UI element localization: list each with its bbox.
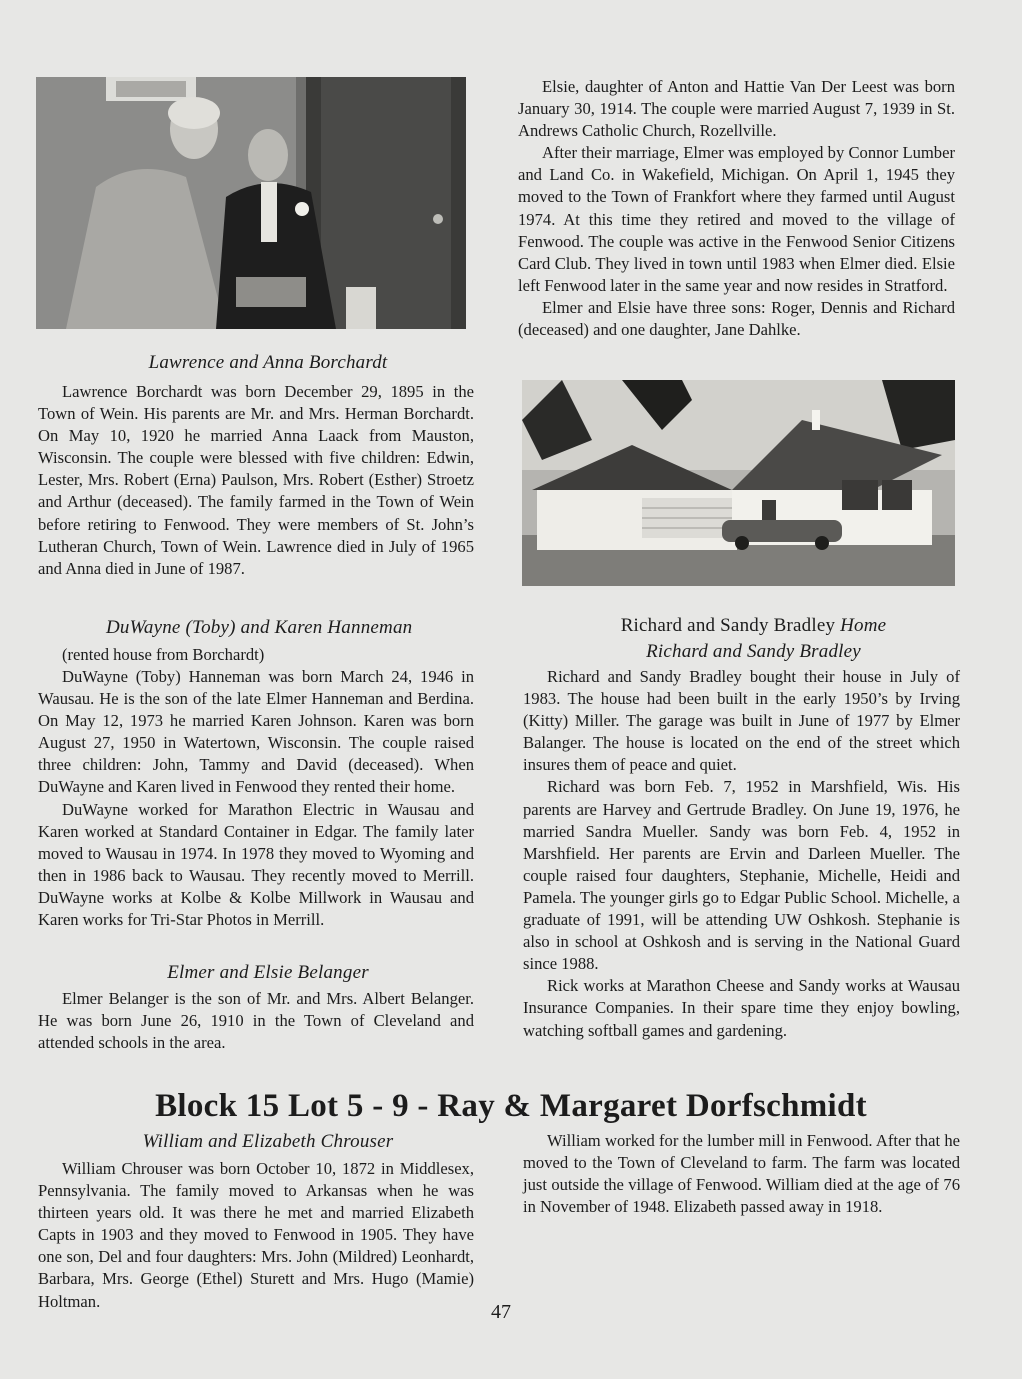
left-column bbox=[38, 352, 474, 1054]
bradley-paragraph-2: Richard was born Feb. 7, 1952 in Marshfield, Wis. His parents are Harvey and Gertrude Bradley. On June 19, 1976, he married Sandra Mueller. Sandy was born Feb. 4, 1952 in Marshfield. Her parents are Ervin and Darleen Mueller. The couple raised four daughters, Stephanie, Michelle, Heidi and Pamela. The younger girls go to Edgar Public School. Michelle, a graduate of 1991, will be attending UW Oshkosh. Stephanie is also in school at Oshkosh and is serving in the National Guard since 1988. bbox=[523, 777, 960, 974]
hanneman-paragraph-1: DuWayne (Toby) Hanneman was born March 24, 1946 in Wausau. He is the son of the late Elmer Hanneman and Berdina. On May 12, 1973 he married Karen Johnson. Karen was born August 27, 1950 in Watertown, Wisconsin. The couple raised three children: John, Tammy and David (deceased). When DuWayne and Karen lived in Fenwood they rented their home. bbox=[38, 666, 474, 797]
right-column-top bbox=[518, 76, 955, 341]
page-number: 47 bbox=[491, 1301, 511, 1323]
belanger-paragraph: Elmer Belanger is the son of Mr. and Mrs. Albert Belanger. He was born June 26, 1910 in the Town of Cleveland and attended schools in the area. bbox=[38, 989, 474, 1053]
borchardt-paragraph: Lawrence Borchardt was born December 29, 1895 in the Town of Wein. His parents are Mr. and Mrs. Herman Borchardt. On May 10, 1920 he married Anna Laack from Mauston, Wisconsin. The couple were blessed with five children: Edwin, Lester, Mrs. Robert (Erna) Paulson, Mrs. Robert (Esther) Stroetz and Arthur (deceased). The family farmed in the Town of Wein before retiring to Fenwood. They were members of St. John’s Lutheran Church, Town of Wein. Lawrence died in July of 1965 and Anna died in June of 1987. bbox=[38, 382, 474, 578]
bradley-heading: Richard and Sandy Bradley bbox=[646, 641, 861, 662]
bottom-left-column bbox=[38, 1130, 474, 1313]
chrouser-paragraph-left: William Chrouser was born October 10, 1872 in Middlesex, Pennsylvania. The family moved to Arkansas when he was thirteen years old. It was there he met and married Elizabeth Capts in 1903 and they moved to Fenwood in 1905. They have one son, Del and four daughters: Mrs. John (Mildred) Leonhardt, Barbara, Mrs. George (Ethel) Sturett and Mrs. Hugo (Mamie) Holtman. bbox=[38, 1159, 474, 1311]
hanneman-subheading: (rented house from Borchardt) bbox=[62, 644, 265, 664]
elsie-paragraph-1: Elsie, daughter of Anton and Hattie Van Der Leest was born January 30, 1914. The couple were married August 7, 1939 in St. Andrews Catholic Church, Rozellville. bbox=[518, 77, 955, 141]
belanger-heading: Elmer and Elsie Belanger bbox=[167, 962, 369, 984]
elsie-paragraph-3: Elmer and Elsie have three sons: Roger, Dennis and Richard (deceased) and one daughter, Jane Dahlke. bbox=[518, 297, 955, 340]
bottom-right-column bbox=[523, 1130, 960, 1218]
borchardt-photo bbox=[36, 77, 466, 329]
borchardt-caption: Lawrence and Anna Borchardt bbox=[148, 352, 388, 373]
borchardt-photo-image bbox=[36, 77, 466, 329]
bradley-caption-regular: Richard and Sandy Bradley bbox=[620, 615, 841, 636]
bradley-photo-caption bbox=[523, 614, 960, 638]
block-title: Block 15 Lot 5 - 9 - Ray & Margaret Dorfschmidt bbox=[155, 1088, 867, 1124]
bradley-caption-italic: Home bbox=[840, 615, 887, 636]
bradley-house-image bbox=[522, 380, 955, 586]
right-column-bottom bbox=[523, 615, 960, 1042]
bradley-house-photo bbox=[522, 380, 955, 586]
chrouser-heading: William and Elizabeth Chrouser bbox=[142, 1131, 394, 1152]
bradley-paragraph-3: Rick works at Marathon Cheese and Sandy works at Wausau Insurance Companies. In their spare time they enjoy bowling, watching softball games and gardening. bbox=[523, 976, 960, 1040]
hanneman-paragraph-2: DuWayne worked for Marathon Electric in Wausau and Karen worked at Standard Container in Edgar. The family later moved to Wausau in 1974. In 1978 they moved to Wyoming and then in 1986 back to Wausau. They recently moved to Merrill. DuWayne works at Kolbe & Kolbe Millwork in Wausau and Karen works for Tri-Star Photos in Merrill. bbox=[38, 799, 474, 929]
bradley-paragraph-1: Richard and Sandy Bradley bought their house in July of 1983. The house had been built in the early 1950’s by Irving (Kitty) Miller. The garage was built in June of 1977 by Elmer Balanger. The house is located on the end of the street which insures them of peace and quiet. bbox=[523, 667, 960, 775]
elsie-paragraph-2: After their marriage, Elmer was employed by Connor Lumber and Land Co. in Wakefield, Michigan. On April 1, 1945 they moved to the Town of Frankfort where they farmed until August 1974. At this time they retired and moved to the village of Fenwood. The couple was active in the Fenwood Senior Citizens Card Club. They lived in town until 1983 when Elmer died. Elsie left Fenwood later in the same year and now resides in Stratford. bbox=[518, 143, 955, 295]
chrouser-paragraph-right: William worked for the lumber mill in Fenwood. After that he moved to the Town of Cleveland to farm. The farm was located just outside the village of Fenwood. William died at the age of 76 in November of 1948. Elizabeth passed away in 1918. bbox=[523, 1131, 960, 1217]
hanneman-heading: DuWayne (Toby) and Karen Hanneman bbox=[106, 616, 413, 638]
